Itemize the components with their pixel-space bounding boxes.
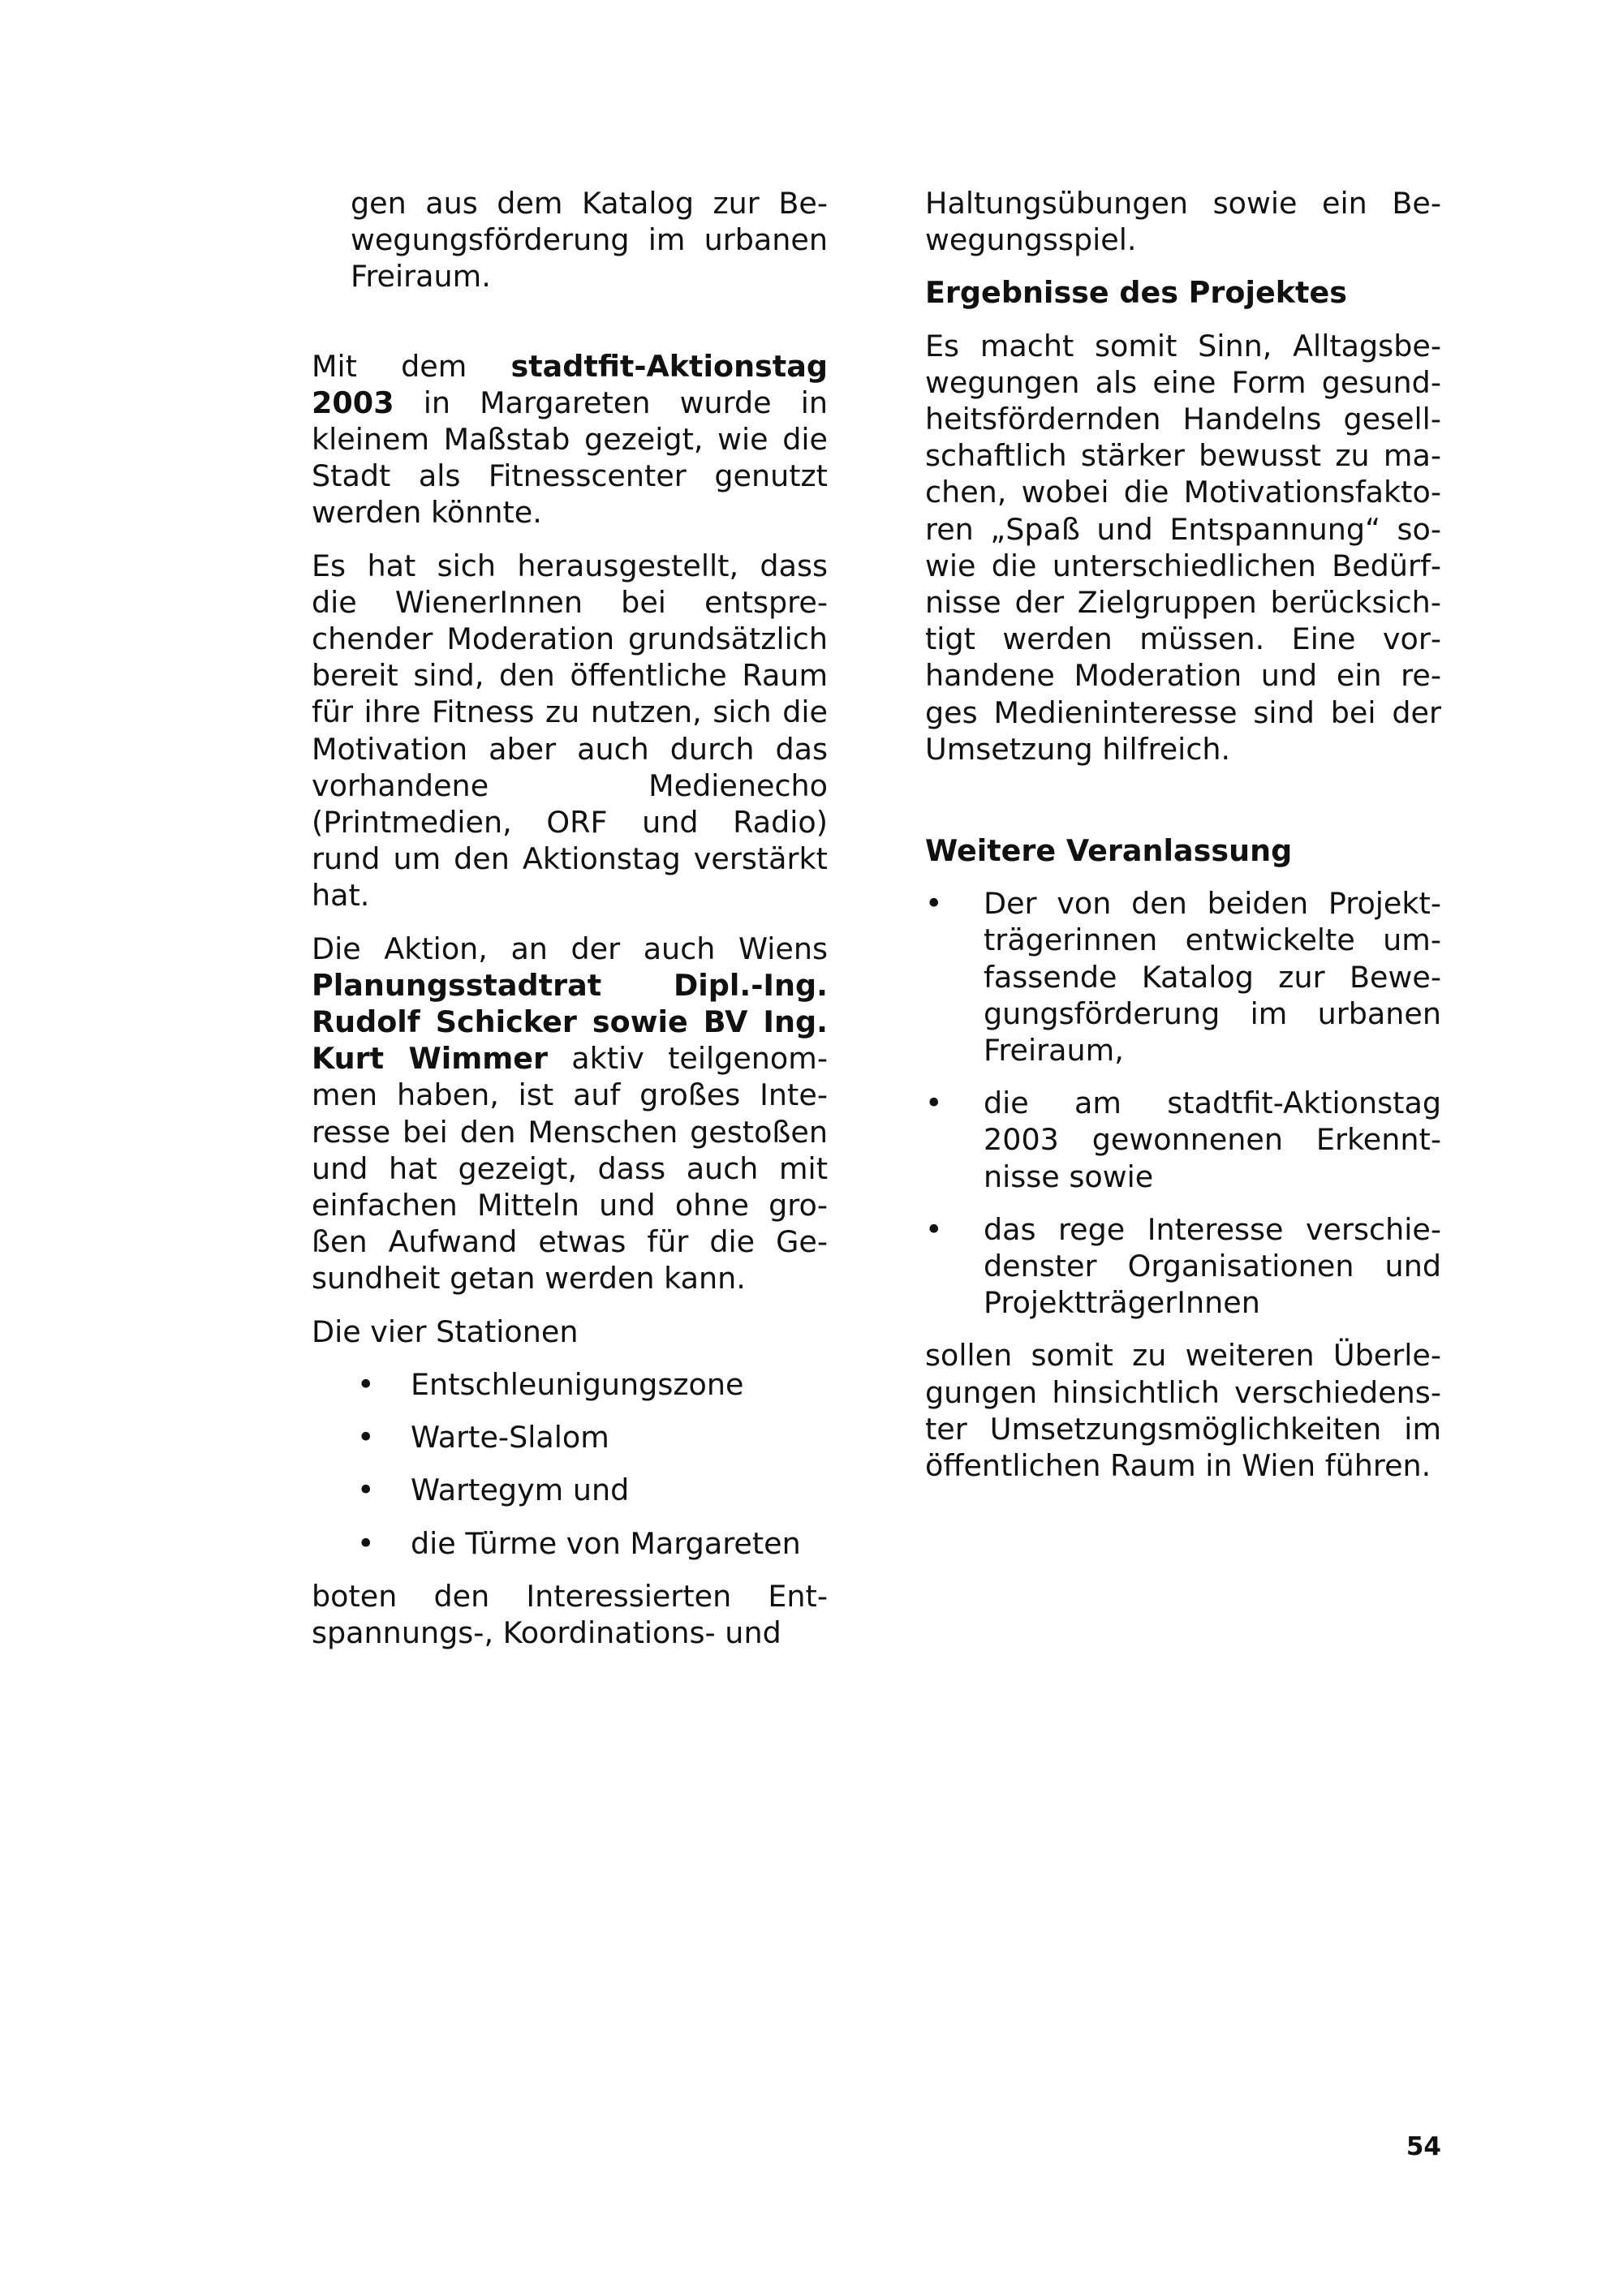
page-number: 54 bbox=[1406, 2132, 1441, 2161]
list-item-text: die Türme von Margareten bbox=[411, 1525, 801, 1561]
closing-paragraph: sollen somit zu weiteren Überlegungen hinsichtlich verschiedenster Umsetzungsmöglichkeiten im öffentlichen Raum in Wien führen. bbox=[925, 1338, 1441, 1484]
list-item bbox=[312, 1472, 828, 1508]
spacer bbox=[312, 312, 828, 348]
text-run: Mit dem bbox=[312, 348, 511, 384]
results-paragraph: Es macht somit Sinn, Alltagsbewegungen als eine Form gesundheitsfördernden Handelns gesellschaftlich stärker bewusst zu machen, wobei die Motivationsfaktoren „Spaß und Entspannung“ sowie die unterschiedlichen Bedürfnisse der Zielgruppen berücksichtigt werden müssen. Eine vorhandene Moderation und ein reges Medieninteresse sind bei der Umsetzung hilfreich. bbox=[925, 328, 1441, 767]
list-item-text: das rege Interesse verschiedenster Organisationen und ProjektträgerInnen bbox=[984, 1211, 1441, 1321]
stations-list bbox=[312, 1366, 828, 1562]
bullet-icon: • bbox=[357, 1473, 375, 1508]
list-item-text: Der von den beiden Projektträgerinnen entwickelte umfassende Katalog zur Bewegungsförderung im urbanen Freiraum, bbox=[984, 886, 1441, 1068]
action-paragraph bbox=[312, 931, 828, 1297]
bullet-icon: • bbox=[925, 1086, 943, 1121]
aktionstag-paragraph bbox=[312, 348, 828, 531]
bullet-icon: • bbox=[357, 1525, 375, 1561]
after-stations-paragraph: boten den Interessierten Entspannungs-, Koordinations- und bbox=[312, 1578, 828, 1650]
text-run: aktiv teilgenommen haben, ist auf großes Interesse bei den Menschen gestoßen und hat gezeigt, dass auch mit einfachen Mitteln und ohne großen Aufwand etwas für die Gesundheit getan werden kann. bbox=[312, 1041, 828, 1296]
bullet-icon: • bbox=[357, 1366, 375, 1402]
findings-paragraph: Es hat sich herausgestellt, dass die WienerInnen bei entsprechender Moderation grundsätzlich bereit sind, den öffentliche Raum für ihre Fitness zu nutzen, sich die Motivation aber auch durch das vorhandene Medienecho (Printmedien, ORF und Radio) rund um den Aktionstag verstärkt hat. bbox=[312, 548, 828, 914]
list-item bbox=[312, 1366, 828, 1403]
bullet-icon: • bbox=[357, 1420, 375, 1455]
right-column bbox=[925, 185, 1441, 1500]
list-item-text: Warte-Slalom bbox=[411, 1420, 609, 1455]
left-column bbox=[312, 185, 828, 1667]
list-item bbox=[312, 1419, 828, 1455]
bold-text: stadtfit-Aktionstag 2003 bbox=[312, 348, 828, 420]
continued-paragraph: gen aus dem Katalog zur Bewegungsförderung im urbanen Freiraum. bbox=[351, 186, 828, 295]
continued-paragraph: Haltungsübungen sowie ein Bewegungsspiel. bbox=[925, 186, 1441, 258]
list-item bbox=[925, 885, 1441, 1068]
list-item bbox=[925, 1085, 1441, 1195]
further-list bbox=[925, 885, 1441, 1321]
bold-text: Planungsstadtrat Dipl.-Ing. Rudolf Schicker sowie BV Ing. Kurt Wimmer bbox=[312, 967, 828, 1077]
text-run: Die Aktion, an der auch Wiens bbox=[312, 931, 828, 966]
stations-intro: Die vier Stationen bbox=[312, 1314, 579, 1349]
list-item-text: Entschleunigungszone bbox=[411, 1366, 744, 1402]
results-heading: Ergebnisse des Projektes bbox=[925, 275, 1347, 311]
list-item bbox=[312, 1525, 828, 1562]
bullet-icon: • bbox=[925, 1211, 943, 1247]
text-run: in Margareten wurde in kleinem Maßstab gezeigt, wie die Stadt als Fitnesscenter genutzt werden könnte. bbox=[312, 385, 828, 531]
bullet-icon: • bbox=[925, 886, 943, 922]
list-item-text: Wartegym und bbox=[411, 1473, 630, 1508]
list-item-text: die am stadtfit-Aktionstag 2003 gewonnenen Erkenntnisse sowie bbox=[984, 1086, 1441, 1194]
further-heading: Weitere Veranlassung bbox=[925, 833, 1293, 869]
spacer bbox=[925, 784, 1441, 832]
list-item bbox=[925, 1211, 1441, 1322]
